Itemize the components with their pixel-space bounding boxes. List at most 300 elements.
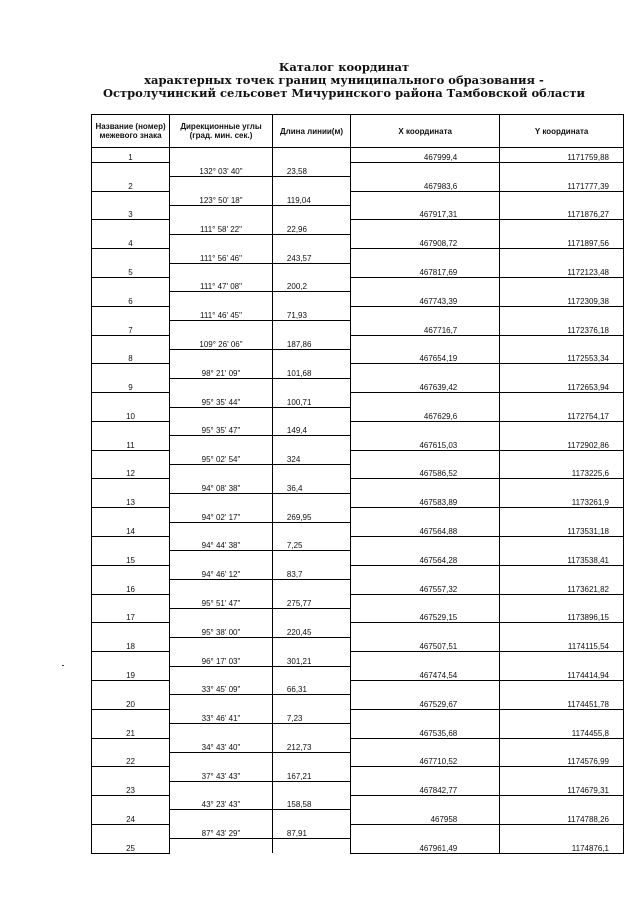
empty-cell (170, 522, 273, 536)
table-row (92, 177, 624, 191)
point-name: 16 (92, 580, 170, 594)
y-coordinate: 1171876,27 (500, 206, 624, 220)
empty-cell (500, 565, 624, 579)
empty-cell (351, 220, 500, 234)
line-length: 269,95 (272, 508, 350, 522)
direction-angle: 34° 43' 40" (170, 738, 273, 752)
point-name: 21 (92, 724, 170, 738)
empty-cell (500, 364, 624, 378)
column-header-angle: Дирекционные углы (град. мин. сек.) (170, 115, 273, 148)
empty-cell (500, 162, 624, 176)
point-name: 22 (92, 752, 170, 766)
empty-cell (272, 666, 350, 680)
x-coordinate: 467583,89 (351, 493, 500, 507)
line-length: 158,58 (272, 796, 350, 810)
empty-cell (351, 249, 500, 263)
empty-cell (272, 378, 350, 392)
y-coordinate: 1174679,31 (500, 781, 624, 795)
table-row (92, 594, 624, 608)
point-name: 19 (92, 666, 170, 680)
line-length: 71,93 (272, 306, 350, 320)
empty-cell (272, 724, 350, 738)
line-length: 22,96 (272, 220, 350, 234)
x-coordinate: 467842,77 (351, 781, 500, 795)
empty-cell (170, 580, 273, 594)
y-coordinate: 1174414,94 (500, 666, 624, 680)
table-row (92, 609, 624, 623)
empty-cell (351, 709, 500, 723)
direction-angle: 43° 23' 43" (170, 796, 273, 810)
table-row (92, 220, 624, 234)
empty-cell (92, 594, 170, 608)
empty-cell (351, 537, 500, 551)
point-name: 3 (92, 206, 170, 220)
empty-cell (92, 565, 170, 579)
empty-cell (170, 637, 273, 651)
y-coordinate: 1172553,34 (500, 349, 624, 363)
table-row (92, 680, 624, 694)
empty-cell (92, 220, 170, 234)
table-row (92, 148, 624, 163)
point-name: 23 (92, 781, 170, 795)
empty-cell (351, 191, 500, 205)
empty-cell (351, 767, 500, 781)
line-length: 7,23 (272, 709, 350, 723)
empty-cell (170, 752, 273, 766)
table-row (92, 393, 624, 407)
empty-cell (92, 767, 170, 781)
empty-cell (170, 465, 273, 479)
direction-angle: 95° 35' 47" (170, 421, 273, 435)
direction-angle: 94° 44' 38" (170, 537, 273, 551)
empty-cell (272, 263, 350, 277)
empty-cell (500, 824, 624, 838)
line-length: 36,4 (272, 479, 350, 493)
x-coordinate: 467629,6 (351, 407, 500, 421)
empty-cell (170, 551, 273, 565)
empty-cell (500, 249, 624, 263)
point-name: 17 (92, 609, 170, 623)
table-row (92, 709, 624, 723)
table-row (92, 450, 624, 464)
table-row (92, 292, 624, 306)
empty-cell (351, 565, 500, 579)
y-coordinate: 1172902,86 (500, 436, 624, 450)
x-coordinate: 467474,54 (351, 666, 500, 680)
empty-cell (500, 652, 624, 666)
y-coordinate: 1171759,88 (500, 148, 624, 163)
empty-cell (351, 450, 500, 464)
empty-cell (92, 191, 170, 205)
line-length: 200,2 (272, 278, 350, 292)
point-name: 2 (92, 177, 170, 191)
coordinates-table (91, 114, 624, 854)
empty-cell (92, 306, 170, 320)
empty-cell (272, 493, 350, 507)
direction-angle: 33° 45' 09" (170, 680, 273, 694)
column-header-name: Название (номер) межевого знака (92, 115, 170, 148)
direction-angle: 94° 02' 17" (170, 508, 273, 522)
empty-cell (92, 421, 170, 435)
empty-cell (351, 738, 500, 752)
table-row (92, 810, 624, 824)
empty-cell (500, 479, 624, 493)
y-coordinate: 1173225,6 (500, 465, 624, 479)
empty-cell (92, 508, 170, 522)
x-coordinate: 467529,15 (351, 609, 500, 623)
point-name: 6 (92, 292, 170, 306)
empty-cell (170, 695, 273, 709)
x-coordinate: 467983,6 (351, 177, 500, 191)
table-row (92, 191, 624, 205)
line-length: 220,45 (272, 623, 350, 637)
table-row (92, 666, 624, 680)
line-length: 275,77 (272, 594, 350, 608)
line-length: 149,4 (272, 421, 350, 435)
empty-cell (92, 623, 170, 637)
point-name: 15 (92, 551, 170, 565)
empty-cell (272, 810, 350, 824)
table-row (92, 623, 624, 637)
empty-cell (272, 321, 350, 335)
direction-angle: 98° 21' 09" (170, 364, 273, 378)
point-name: 7 (92, 321, 170, 335)
empty-cell (272, 349, 350, 363)
table-row (92, 465, 624, 479)
line-length: 243,57 (272, 249, 350, 263)
empty-cell (92, 364, 170, 378)
line-length: 101,68 (272, 364, 350, 378)
empty-cell (170, 781, 273, 795)
empty-cell (92, 479, 170, 493)
line-length: 301,21 (272, 652, 350, 666)
table-row (92, 421, 624, 435)
empty-cell (170, 436, 273, 450)
column-header-length: Длина линии(м) (272, 115, 350, 148)
y-coordinate: 1171897,56 (500, 234, 624, 248)
table-row (92, 263, 624, 277)
point-name: 5 (92, 263, 170, 277)
y-coordinate: 1174451,78 (500, 695, 624, 709)
table-row (92, 839, 624, 853)
empty-cell (170, 321, 273, 335)
y-coordinate: 1173896,15 (500, 609, 624, 623)
point-name: 13 (92, 493, 170, 507)
direction-angle: 111° 56' 46" (170, 249, 273, 263)
x-coordinate: 467535,68 (351, 724, 500, 738)
table-row (92, 580, 624, 594)
catalog-location: Остролучинский сельсовет Мичуринского района Тамбовской области (102, 86, 586, 100)
empty-cell (351, 364, 500, 378)
empty-cell (351, 652, 500, 666)
catalog-title: Каталог координат (278, 60, 410, 74)
empty-cell (500, 594, 624, 608)
empty-cell (170, 609, 273, 623)
empty-cell (500, 278, 624, 292)
table-header-row (92, 115, 624, 148)
empty-cell (500, 220, 624, 234)
empty-cell (272, 148, 350, 163)
empty-cell (500, 623, 624, 637)
x-coordinate: 467639,42 (351, 378, 500, 392)
empty-cell (351, 508, 500, 522)
column-header-x: X координата (351, 115, 500, 148)
table-row (92, 796, 624, 810)
direction-angle: 95° 38' 00" (170, 623, 273, 637)
point-name: 14 (92, 522, 170, 536)
empty-cell (92, 537, 170, 551)
line-length: 324 (272, 450, 350, 464)
line-length: 187,86 (272, 335, 350, 349)
empty-cell (92, 824, 170, 838)
table-row (92, 378, 624, 392)
empty-cell (272, 234, 350, 248)
scan-speck (62, 665, 64, 666)
empty-cell (272, 436, 350, 450)
empty-cell (92, 738, 170, 752)
empty-cell (272, 465, 350, 479)
empty-cell (272, 206, 350, 220)
line-length: 167,21 (272, 767, 350, 781)
x-coordinate: 467908,72 (351, 234, 500, 248)
table-body (92, 148, 624, 854)
y-coordinate: 1173538,41 (500, 551, 624, 565)
empty-cell (351, 306, 500, 320)
line-length: 87,91 (272, 824, 350, 838)
empty-cell (170, 206, 273, 220)
empty-cell (170, 810, 273, 824)
empty-cell (351, 796, 500, 810)
y-coordinate: 1174115,54 (500, 637, 624, 651)
empty-cell (500, 421, 624, 435)
empty-cell (351, 594, 500, 608)
x-coordinate: 467586,52 (351, 465, 500, 479)
point-name: 4 (92, 234, 170, 248)
empty-cell (272, 407, 350, 421)
direction-angle: 111° 46' 45" (170, 306, 273, 320)
x-coordinate: 467564,88 (351, 522, 500, 536)
empty-cell (170, 177, 273, 191)
empty-cell (92, 680, 170, 694)
empty-cell (272, 839, 350, 853)
empty-cell (92, 393, 170, 407)
table-row (92, 479, 624, 493)
empty-cell (500, 450, 624, 464)
x-coordinate: 467654,19 (351, 349, 500, 363)
empty-cell (272, 752, 350, 766)
x-coordinate: 467557,32 (351, 580, 500, 594)
y-coordinate: 1173261,9 (500, 493, 624, 507)
empty-cell (170, 148, 273, 163)
line-length: 23,58 (272, 162, 350, 176)
table-row (92, 508, 624, 522)
direction-angle: 111° 47' 08" (170, 278, 273, 292)
x-coordinate: 467743,39 (351, 292, 500, 306)
table-row (92, 335, 624, 349)
empty-cell (92, 450, 170, 464)
empty-cell (500, 393, 624, 407)
y-coordinate: 1172376,18 (500, 321, 624, 335)
table-row (92, 637, 624, 651)
empty-cell (170, 724, 273, 738)
empty-cell (500, 335, 624, 349)
column-header-y: Y координата (500, 115, 624, 148)
empty-cell (170, 292, 273, 306)
x-coordinate: 467710,52 (351, 752, 500, 766)
y-coordinate: 1174788,26 (500, 810, 624, 824)
line-length: 100,71 (272, 393, 350, 407)
point-name: 10 (92, 407, 170, 421)
table-row (92, 565, 624, 579)
direction-angle: 123° 50' 18" (170, 191, 273, 205)
point-name: 1 (92, 148, 170, 163)
table-row (92, 695, 624, 709)
empty-cell (272, 177, 350, 191)
empty-cell (500, 537, 624, 551)
empty-cell (170, 493, 273, 507)
table-row (92, 781, 624, 795)
empty-cell (351, 421, 500, 435)
direction-angle: 33° 46' 41" (170, 709, 273, 723)
empty-cell (500, 191, 624, 205)
table-row (92, 537, 624, 551)
empty-cell (500, 738, 624, 752)
y-coordinate: 1174576,99 (500, 752, 624, 766)
x-coordinate: 467817,69 (351, 263, 500, 277)
line-length: 83,7 (272, 565, 350, 579)
table-row (92, 162, 624, 176)
point-name: 11 (92, 436, 170, 450)
empty-cell (170, 234, 273, 248)
direction-angle: 96° 17' 03" (170, 652, 273, 666)
empty-cell (500, 508, 624, 522)
y-coordinate: 1171777,39 (500, 177, 624, 191)
empty-cell (92, 709, 170, 723)
point-name: 9 (92, 378, 170, 392)
empty-cell (92, 162, 170, 176)
empty-cell (272, 781, 350, 795)
direction-angle: 109° 26' 06" (170, 335, 273, 349)
table-row (92, 249, 624, 263)
empty-cell (92, 796, 170, 810)
direction-angle: 95° 02' 54" (170, 450, 273, 464)
table-row (92, 738, 624, 752)
direction-angle: 94° 46' 12" (170, 565, 273, 579)
empty-cell (170, 407, 273, 421)
empty-cell (351, 680, 500, 694)
y-coordinate: 1173621,82 (500, 580, 624, 594)
empty-cell (351, 479, 500, 493)
empty-cell (351, 335, 500, 349)
point-name: 20 (92, 695, 170, 709)
direction-angle: 111° 58' 22" (170, 220, 273, 234)
point-name: 18 (92, 637, 170, 651)
table-row (92, 436, 624, 450)
empty-cell (351, 824, 500, 838)
direction-angle: 94° 08' 38" (170, 479, 273, 493)
x-coordinate: 467507,51 (351, 637, 500, 651)
empty-cell (170, 378, 273, 392)
empty-cell (92, 652, 170, 666)
x-coordinate: 467961,49 (351, 839, 500, 853)
table-row (92, 364, 624, 378)
empty-cell (500, 796, 624, 810)
x-coordinate: 467999,4 (351, 148, 500, 163)
x-coordinate: 467529,67 (351, 695, 500, 709)
table-row (92, 493, 624, 507)
empty-cell (351, 162, 500, 176)
table-row (92, 824, 624, 838)
table-row (92, 349, 624, 363)
y-coordinate: 1172653,94 (500, 378, 624, 392)
table-row (92, 306, 624, 320)
x-coordinate: 467716,7 (351, 321, 500, 335)
empty-cell (272, 695, 350, 709)
empty-cell (272, 522, 350, 536)
empty-cell (92, 335, 170, 349)
empty-cell (170, 349, 273, 363)
x-coordinate: 467917,31 (351, 206, 500, 220)
empty-cell (92, 278, 170, 292)
table-row (92, 551, 624, 565)
x-coordinate: 467564,28 (351, 551, 500, 565)
empty-cell (272, 580, 350, 594)
line-length: 119,04 (272, 191, 350, 205)
empty-cell (351, 278, 500, 292)
table-row (92, 278, 624, 292)
point-name: 12 (92, 465, 170, 479)
table-row (92, 522, 624, 536)
table-row (92, 752, 624, 766)
empty-cell (500, 680, 624, 694)
direction-angle: 37° 43' 43" (170, 767, 273, 781)
line-length: 7,25 (272, 537, 350, 551)
direction-angle: 132° 03' 40" (170, 162, 273, 176)
table-row (92, 724, 624, 738)
y-coordinate: 1173531,18 (500, 522, 624, 536)
line-length: 66,31 (272, 680, 350, 694)
point-name: 8 (92, 349, 170, 363)
catalog-subtitle: характерных точек границ муниципального образования - (144, 73, 544, 87)
empty-cell (170, 839, 273, 853)
empty-cell (170, 666, 273, 680)
line-length: 212,73 (272, 738, 350, 752)
table-row (92, 321, 624, 335)
x-coordinate: 467615,03 (351, 436, 500, 450)
empty-cell (170, 263, 273, 277)
y-coordinate: 1174876,1 (500, 839, 624, 853)
y-coordinate: 1172309,38 (500, 292, 624, 306)
empty-cell (351, 393, 500, 407)
table-row (92, 767, 624, 781)
y-coordinate: 1172754,17 (500, 407, 624, 421)
table-row (92, 234, 624, 248)
y-coordinate: 1174455,8 (500, 724, 624, 738)
empty-cell (272, 551, 350, 565)
empty-cell (351, 623, 500, 637)
empty-cell (500, 709, 624, 723)
point-name: 25 (92, 839, 170, 853)
empty-cell (500, 306, 624, 320)
x-coordinate: 467958 (351, 810, 500, 824)
direction-angle: 95° 51' 47" (170, 594, 273, 608)
empty-cell (272, 292, 350, 306)
point-name: 24 (92, 810, 170, 824)
table-row (92, 652, 624, 666)
y-coordinate: 1172123,48 (500, 263, 624, 277)
empty-cell (500, 767, 624, 781)
direction-angle: 87° 43' 29" (170, 824, 273, 838)
